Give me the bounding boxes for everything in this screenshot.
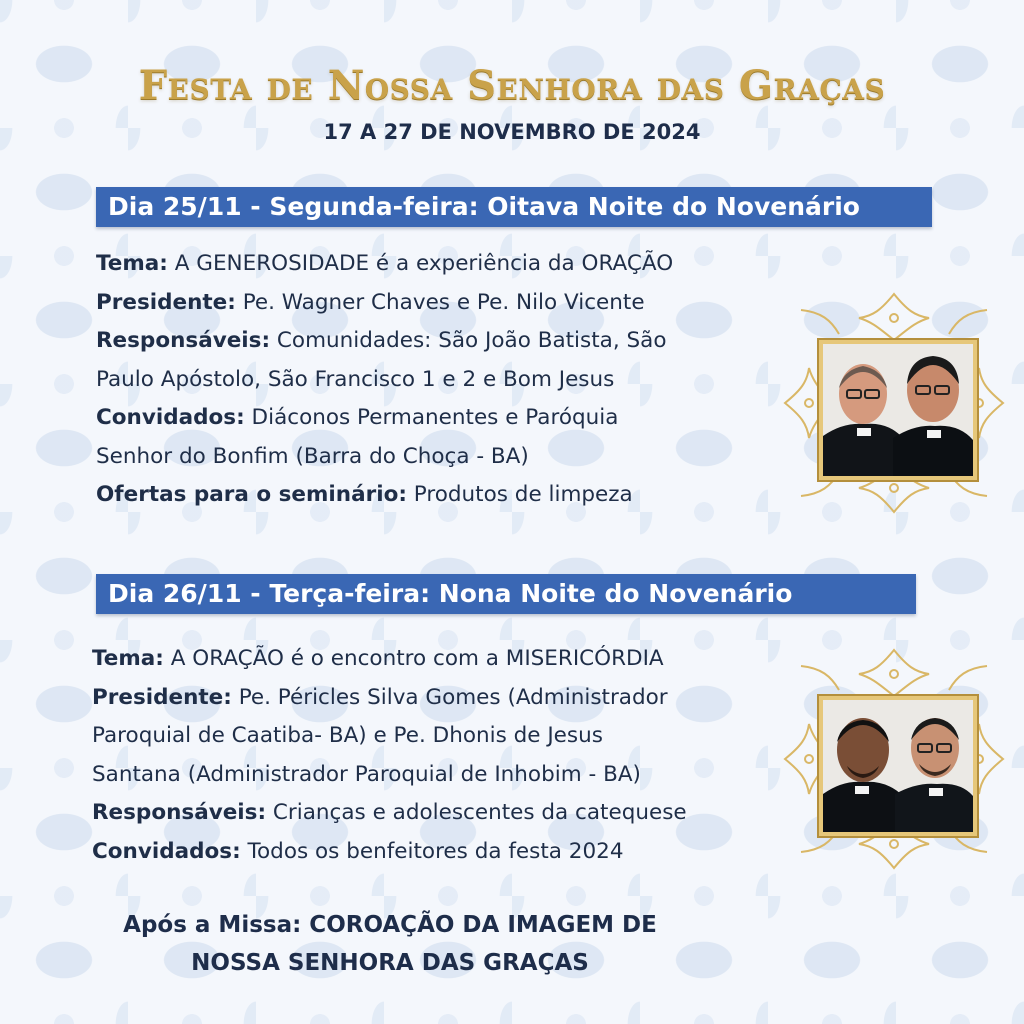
day1-ofertas-line: [96, 476, 673, 515]
day2-details: [92, 640, 687, 871]
ofertas-label: Ofertas para o seminário:: [96, 482, 407, 507]
day1-convidados-line: [96, 399, 673, 438]
tema-label: Tema:: [96, 251, 168, 276]
footer-line-2: NOSSA SENHORA DAS GRAÇAS: [191, 950, 589, 976]
day1-details: [96, 245, 673, 515]
day1-convidados-1: Diáconos Permanentes e Paróquia: [251, 405, 619, 430]
day1-photo-frame: [781, 290, 1007, 516]
day1-heading: Dia 25/11 - Segunda-feira: Oitava Noite do Novenário: [108, 192, 860, 221]
presidente-label: Presidente:: [92, 684, 232, 710]
day2-presidente-1: Pe. Péricles Silva Gomes (Administrador: [238, 684, 668, 710]
day2-responsaveis-line: [92, 794, 687, 833]
day1-priests-photo: [819, 340, 977, 480]
day1-heading-bar: [96, 187, 932, 227]
day2-responsaveis: Crianças e adolescentes da catequese: [272, 800, 687, 825]
day2-photo-frame: [781, 646, 1007, 872]
day2-presidente-line-3: [92, 756, 687, 795]
day2-presidente-line: [92, 679, 687, 718]
day2-heading-bar: [96, 574, 916, 614]
responsaveis-label: Responsáveis:: [96, 328, 271, 353]
day1-presidente-line: [96, 284, 673, 323]
day2-presidente-line-2: [92, 717, 687, 756]
day2-presidente-2: Paroquial de Caatiba- BA) e Pe. Dhonis de Jesus: [92, 723, 603, 748]
presidente-label: Presidente:: [96, 289, 236, 315]
day1-ofertas: Produtos de limpeza: [413, 482, 633, 507]
day2-convidados: Todos os benfeitores da festa 2024: [247, 838, 624, 864]
responsaveis-label: Responsáveis:: [92, 800, 267, 825]
day2-presidente-3: Santana (Administrador Paroquial de Inhobim - BA): [92, 761, 641, 787]
day1-tema-line: [96, 245, 673, 284]
event-dates: 17 A 27 DE NOVEMBRO DE 2024: [323, 120, 701, 144]
day2-tema: A ORAÇÃO é o encontro com a MISERICÓRDIA: [170, 646, 664, 671]
convidados-label: Convidados:: [96, 405, 245, 430]
day1-responsaveis-2: Paulo Apóstolo, São Francisco 1 e 2 e Bom Jesus: [96, 366, 615, 392]
footer-line-1: Após a Missa: COROAÇÃO DA IMAGEM DE: [123, 912, 657, 938]
day1-tema: A GENEROSIDADE é a experiência da ORAÇÃO: [174, 251, 674, 276]
day2-tema-line: [92, 640, 687, 679]
closing-announcement: [120, 906, 660, 982]
convidados-label: Convidados:: [92, 838, 241, 864]
page-title: Festa de Nossa Senhora das Graças: [138, 62, 886, 109]
day1-responsaveis-line: [96, 322, 673, 361]
tema-label: Tema:: [92, 646, 164, 671]
day1-presidente: Pe. Wagner Chaves e Pe. Nilo Vicente: [242, 289, 645, 315]
day1-convidados-2: Senhor do Bonfim (Barra do Choça - BA): [96, 443, 529, 469]
day1-responsaveis-1: Comunidades: São João Batista, São: [276, 328, 667, 353]
day2-heading: Dia 26/11 - Terça-feira: Nona Noite do Novenário: [108, 579, 793, 608]
day1-convidados-line-2: [96, 438, 673, 477]
day2-priests-photo: [819, 696, 977, 836]
day1-responsaveis-line-2: [96, 361, 673, 400]
day2-convidados-line: [92, 833, 687, 872]
